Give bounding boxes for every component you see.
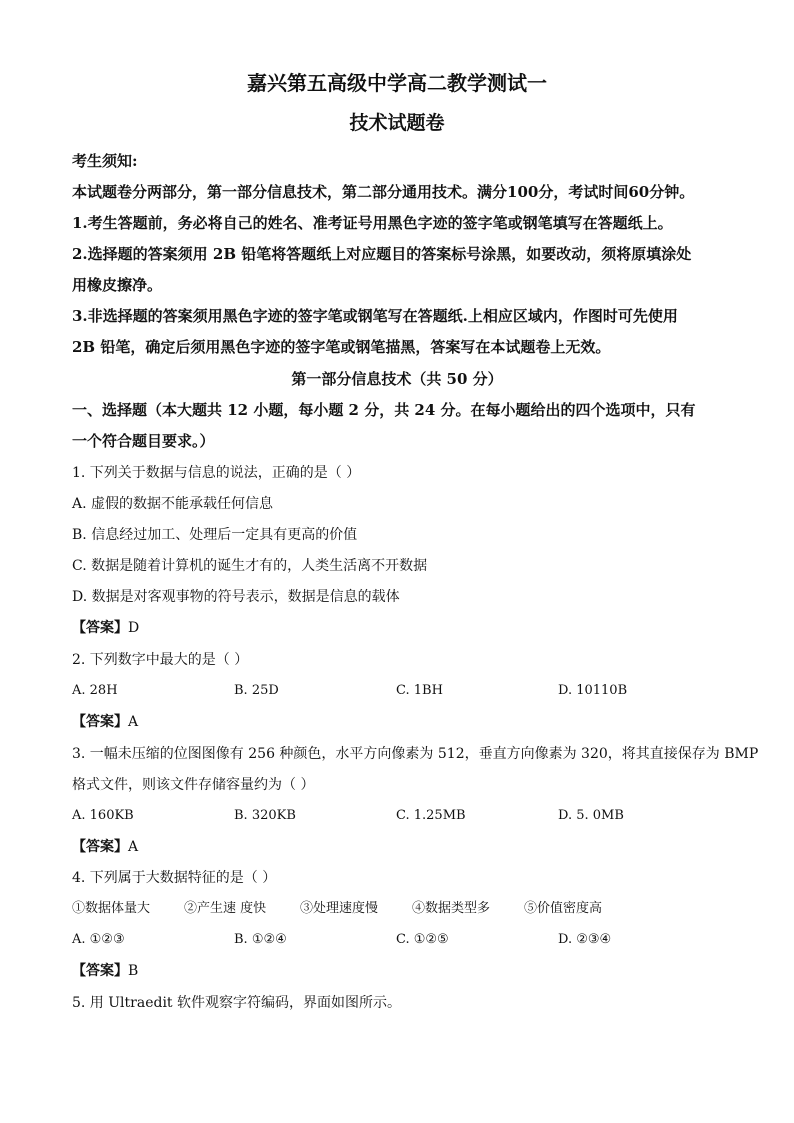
- question-3-answer: [72, 838, 138, 856]
- question-1-option-c: C. 数据是随着计算机的诞生才有的，人类生活离不开数据: [72, 558, 428, 574]
- notice-heading: 考生须知:: [72, 152, 138, 170]
- question-3-stem-b: 格式文件，则该文件存储容量约为（ ）: [72, 777, 315, 793]
- question-3-option-c: C. 1.25MB: [396, 808, 466, 823]
- notice-paragraph-3b: 用橡皮擦净。: [72, 276, 163, 294]
- answer-label: 【答案】: [72, 620, 128, 636]
- question-3-option-a: A. 160KB: [72, 808, 134, 823]
- question-4-answer: [72, 962, 138, 980]
- question-4-option-a: A. ①②③: [72, 932, 125, 947]
- answer-label: 【答案】: [72, 839, 128, 855]
- question-3-stem-a: 3. 一幅未压缩的位图图像有 256 种颜色，水平方向像素为 512，垂直方向像素为 320，将其直接保存为 BMP: [72, 746, 759, 762]
- question-3-option-d: D. 5. 0MB: [558, 808, 624, 823]
- notice-paragraph-2: 1.考生答题前，务必将自己的姓名、准考证号用黑色字迹的签字笔或钢笔填写在答题纸上。: [72, 214, 673, 232]
- answer-value: D: [128, 620, 140, 636]
- section-heading-a: 一、选择题（本大题共 12 小题，每小题 2 分，共 24 分。在每小题给出的四个选项中，只有: [72, 401, 696, 419]
- question-4-option-b: B. ①②④: [234, 932, 287, 947]
- question-3-option-b: B. 320KB: [234, 808, 296, 823]
- exam-subtitle: 技术试题卷: [349, 112, 445, 134]
- exam-title: 嘉兴第五高级中学高二教学测试一: [247, 71, 547, 95]
- question-1-option-d: D. 数据是对客观事物的符号表示，数据是信息的载体: [72, 589, 400, 605]
- answer-value: A: [128, 839, 139, 855]
- section-heading-b: 一个符合题目要求。）: [72, 432, 215, 450]
- notice-paragraph-4a: 3.非选择题的答案须用黑色字迹的签字笔或钢笔写在答题纸.上相应区域内，作图时可先使用: [72, 307, 678, 325]
- question-4-option-c: C. ①②⑤: [396, 932, 449, 947]
- question-4-feature-4: ④数据类型多: [412, 901, 491, 916]
- question-1-option-a: A. 虚假的数据不能承载任何信息: [72, 496, 274, 512]
- question-1-answer: [72, 619, 139, 637]
- part1-heading: 第一部分信息技术（共 50 分）: [291, 370, 503, 388]
- question-4-feature-5: ⑤价值密度高: [524, 901, 603, 916]
- question-5-stem: 5. 用 Ultraedit 软件观察字符编码，界面如图所示。: [72, 995, 401, 1011]
- answer-label: 【答案】: [72, 963, 128, 979]
- question-2-option-c: C. 1BH: [396, 683, 443, 698]
- question-4-stem: 4. 下列属于大数据特征的是（ ）: [72, 870, 277, 886]
- question-4-feature-3: ③处理速度慢: [300, 901, 379, 916]
- question-4-feature-1: ①数据体量大: [72, 901, 151, 916]
- question-1-option-b: B. 信息经过加工、处理后一定具有更高的价值: [72, 527, 358, 543]
- notice-paragraph-4b: 2B 铅笔，确定后须用黑色字迹的签字笔或钢笔描黑，答案写在本试题卷上无效。: [72, 338, 611, 356]
- question-2-option-a: A. 28H: [72, 683, 118, 698]
- answer-label: 【答案】: [72, 714, 128, 730]
- question-2-stem: 2. 下列数字中最大的是（ ）: [72, 652, 249, 668]
- answer-value: B: [128, 963, 139, 979]
- answer-value: A: [128, 714, 139, 730]
- notice-paragraph-3a: 2.选择题的答案须用 2B 铅笔将答题纸上对应题目的答案标号涂黑，如要改动，须将原填涂处: [72, 245, 692, 263]
- question-4-option-d: D. ②③④: [558, 932, 612, 947]
- question-2-answer: [72, 713, 138, 731]
- question-1-stem: 1. 下列关于数据与信息的说法，正确的是（ ）: [72, 465, 361, 481]
- notice-paragraph-1: 本试题卷分两部分，第一部分信息技术，第二部分通用技术。满分100分，考试时间60分钟。: [72, 183, 695, 201]
- question-2-option-b: B. 25D: [234, 683, 279, 698]
- question-2-option-d: D. 10110B: [558, 683, 628, 698]
- question-4-feature-2: ②产生速 度快: [184, 901, 267, 916]
